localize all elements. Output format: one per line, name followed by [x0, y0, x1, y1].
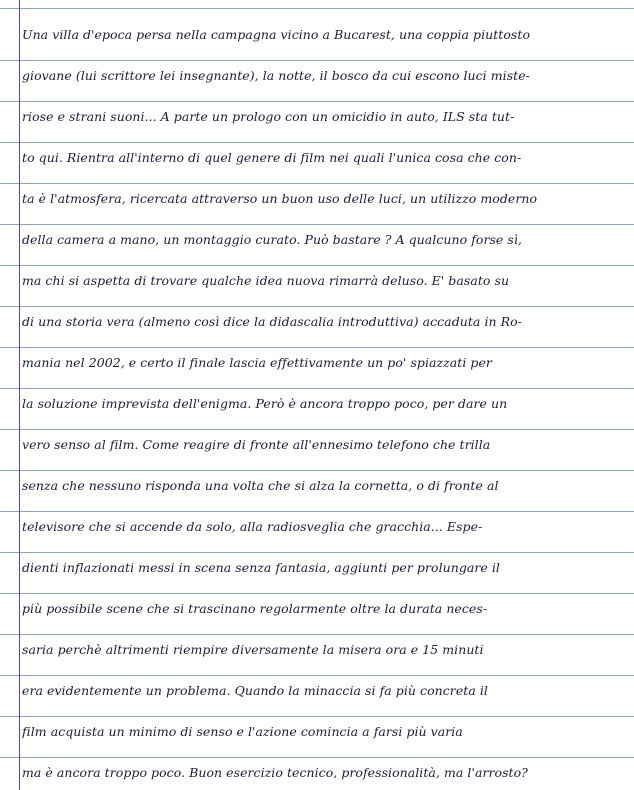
text-line-9: mania nel 2002, e certo il finale lascia effettivamente un po' spiazzati per — [22, 355, 492, 370]
text-line-17: era evidentemente un problema. Quando la minaccia si fa più concreta il — [22, 683, 488, 698]
text-line-2: giovane (lui scrittore lei insegnante), la notte, il bosco da cui escono luci miste- — [22, 68, 530, 83]
text-line-5: ta è l'atmosfera, ricercata attraverso un buon uso delle luci, un utilizzo moderno — [22, 191, 538, 206]
text-line-14: dienti inflazionati messi in scena senza fantasia, aggiunti per prolungare il — [22, 560, 500, 575]
text-line-18: film acquista un minimo di senso e l'azione comincia a farsi più varia — [22, 724, 463, 739]
margin-line — [19, 0, 20, 790]
text-line-8: di una storia vera (almeno così dice la didascalia introduttiva) accaduta in Ro- — [22, 314, 522, 329]
text-line-6: della camera a mano, un montaggio curato. Può bastare ? A qualcuno forse sì, — [22, 232, 522, 247]
text-line-4: to qui. Rientra all'interno di quel genere di film nei quali l'unica cosa che con- — [22, 150, 522, 165]
text-line-1: Una villa d'epoca persa nella campagna vicino a Bucarest, una coppia piuttosto — [22, 27, 531, 42]
text-line-10: la soluzione imprevista dell'enigma. Però è ancora troppo poco, per dare un — [22, 396, 508, 411]
text-line-19: ma è ancora troppo poco. Buon esercizio tecnico, professionalità, ma l'arrosto? — [22, 765, 528, 780]
text-line-12: senza che nessuno risponda una volta che si alza la cornetta, o di fronte al — [22, 478, 499, 493]
handwritten-text — [22, 0, 630, 779]
text-line-13: televisore che si accende da solo, alla radiosveglia che gracchia... Espe- — [22, 519, 483, 534]
text-line-15: più possibile scene che si trascinano regolarmente oltre la durata neces- — [22, 601, 488, 616]
text-line-7: ma chi si aspetta di trovare qualche idea nuova rimarrà deluso. E' basato su — [22, 273, 510, 288]
text-line-16: saria perchè altrimenti riempire diversamente la misera ora e 15 minuti — [22, 642, 484, 657]
text-line-11: vero senso al film. Come reagire di fronte all'ennesimo telefono che trilla — [22, 437, 491, 452]
text-line-3: riose e strani suoni... A parte un prologo con un omicidio in auto, ILS sta tut- — [22, 109, 515, 124]
